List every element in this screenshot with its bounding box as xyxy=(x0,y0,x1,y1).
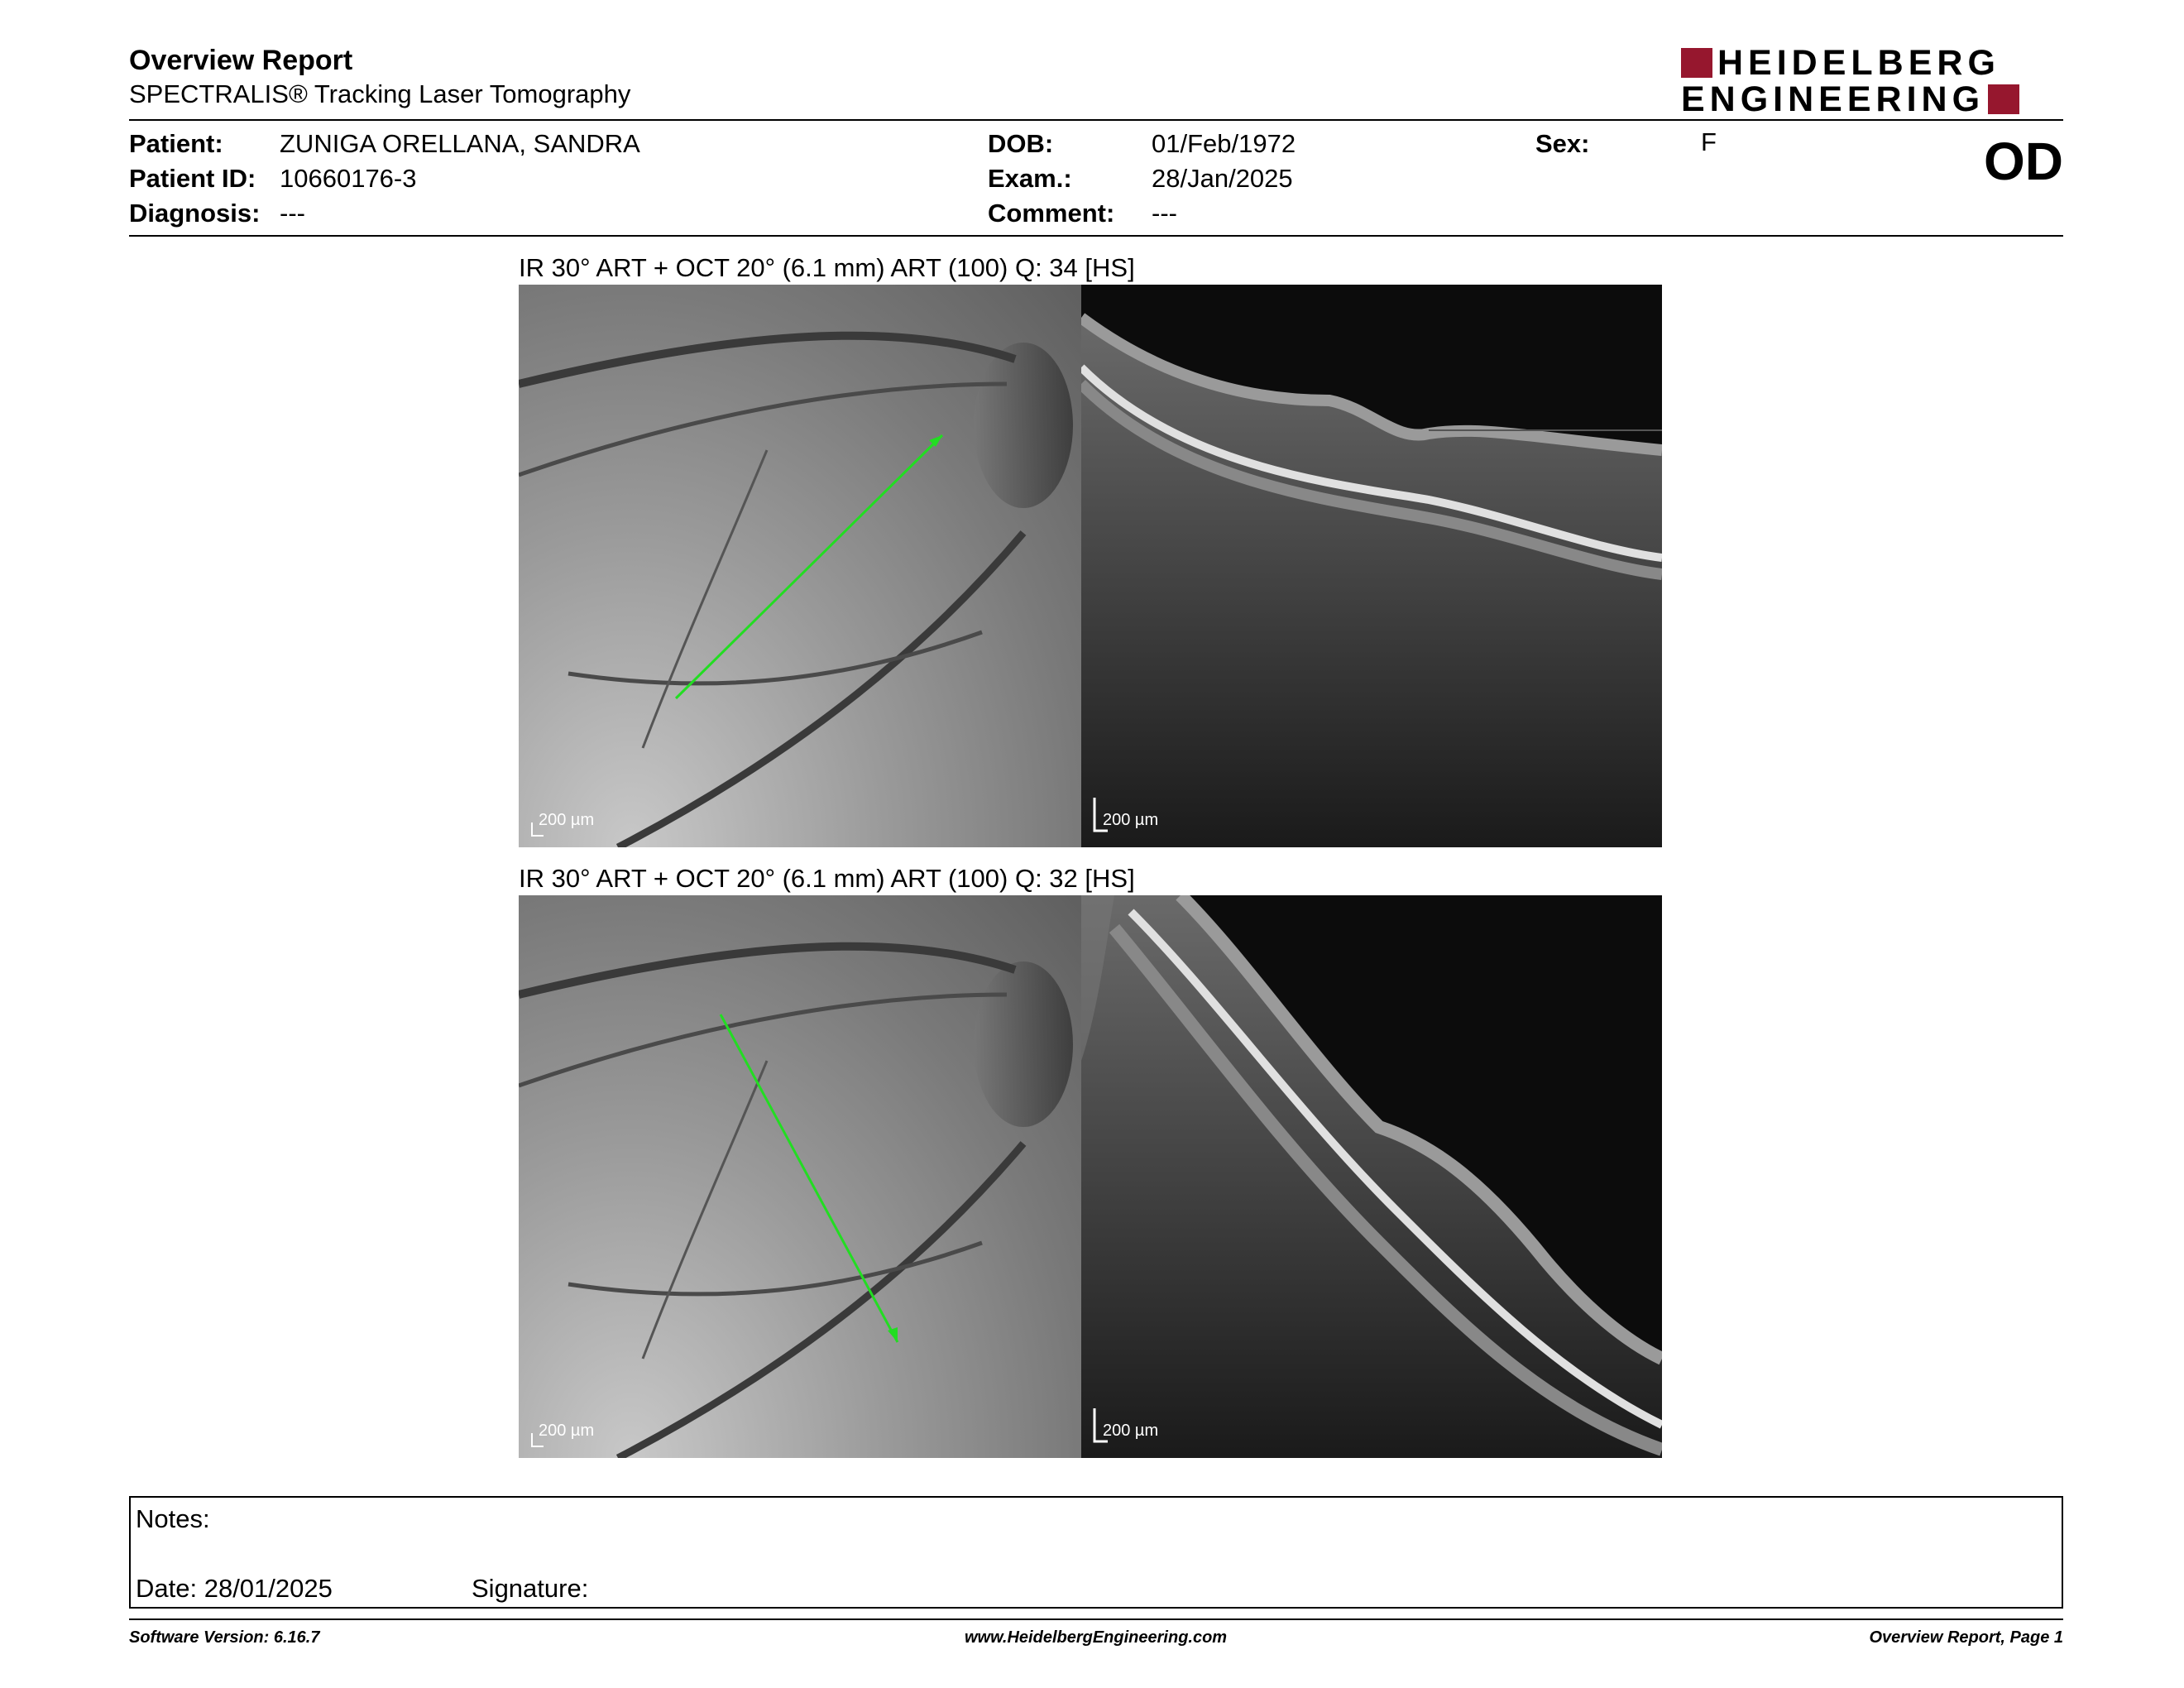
info-divider xyxy=(129,235,2063,237)
ir-scale-label: 200 µm xyxy=(539,1422,595,1440)
comment-value: --- xyxy=(1152,199,1177,228)
date-label: Date: 28/01/2025 xyxy=(136,1574,333,1603)
report-title: Overview Report xyxy=(129,45,353,76)
logo-line-2: ENGINEERING xyxy=(1681,79,1985,119)
diagnosis-value: --- xyxy=(280,199,305,228)
fundus-vessels-icon xyxy=(519,895,1081,1458)
logo-square-icon xyxy=(1681,48,1712,78)
oct-scale-label: 200 µm xyxy=(1103,811,1159,829)
eye-indicator: OD xyxy=(1984,132,2063,191)
scan-arrow-icon xyxy=(888,1327,898,1342)
ir-scale-label: 200 µm xyxy=(539,811,595,829)
software-version: Software Version: 6.16.7 xyxy=(129,1628,320,1647)
notes-box xyxy=(129,1496,2063,1609)
website-link[interactable]: www.HeidelbergEngineering.com xyxy=(965,1628,1228,1647)
exam-label: Exam.: xyxy=(988,164,1072,193)
scan-1-title: IR 30° ART + OCT 20° (6.1 mm) ART (100) Q: 34 [HS] xyxy=(519,253,1135,282)
signature-label: Signature: xyxy=(472,1574,589,1603)
exam-value: 28/Jan/2025 xyxy=(1152,164,1293,193)
header-divider xyxy=(129,119,2063,121)
footer-divider xyxy=(129,1618,2063,1620)
patient-name: ZUNIGA ORELLANA, SANDRA xyxy=(280,129,640,158)
logo-square-icon xyxy=(1988,84,2019,114)
page-number: Overview Report, Page 1 xyxy=(1869,1628,2063,1647)
sex-label: Sex: xyxy=(1535,129,1590,158)
scan-1-oct-image xyxy=(1081,285,1662,847)
dob-value: 01/Feb/1972 xyxy=(1152,129,1296,158)
report-subtitle: SPECTRALIS® Tracking Laser Tomography xyxy=(129,79,631,108)
patient-label: Patient: xyxy=(129,129,223,158)
heidelberg-logo xyxy=(1681,43,2063,119)
oct-scale-label: 200 µm xyxy=(1103,1422,1159,1440)
patient-id-label: Patient ID: xyxy=(129,164,256,193)
logo-line-1: HEIDELBERG xyxy=(1717,43,2000,83)
oct-bscan-icon xyxy=(1081,285,1662,847)
diagnosis-label: Diagnosis: xyxy=(129,199,261,228)
scan-2-ir-image xyxy=(519,895,1081,1458)
fundus-vessels-icon xyxy=(519,285,1081,847)
comment-label: Comment: xyxy=(988,199,1115,228)
notes-label: Notes: xyxy=(136,1504,210,1533)
scan-1-ir-image xyxy=(519,285,1081,847)
oct-bscan-icon xyxy=(1081,895,1662,1458)
patient-id: 10660176-3 xyxy=(280,164,417,193)
dob-label: DOB: xyxy=(988,129,1054,158)
scan-2-title: IR 30° ART + OCT 20° (6.1 mm) ART (100) Q: 32 [HS] xyxy=(519,864,1135,893)
scan-2-oct-image xyxy=(1081,895,1662,1458)
sex-value: F xyxy=(1701,127,1717,156)
